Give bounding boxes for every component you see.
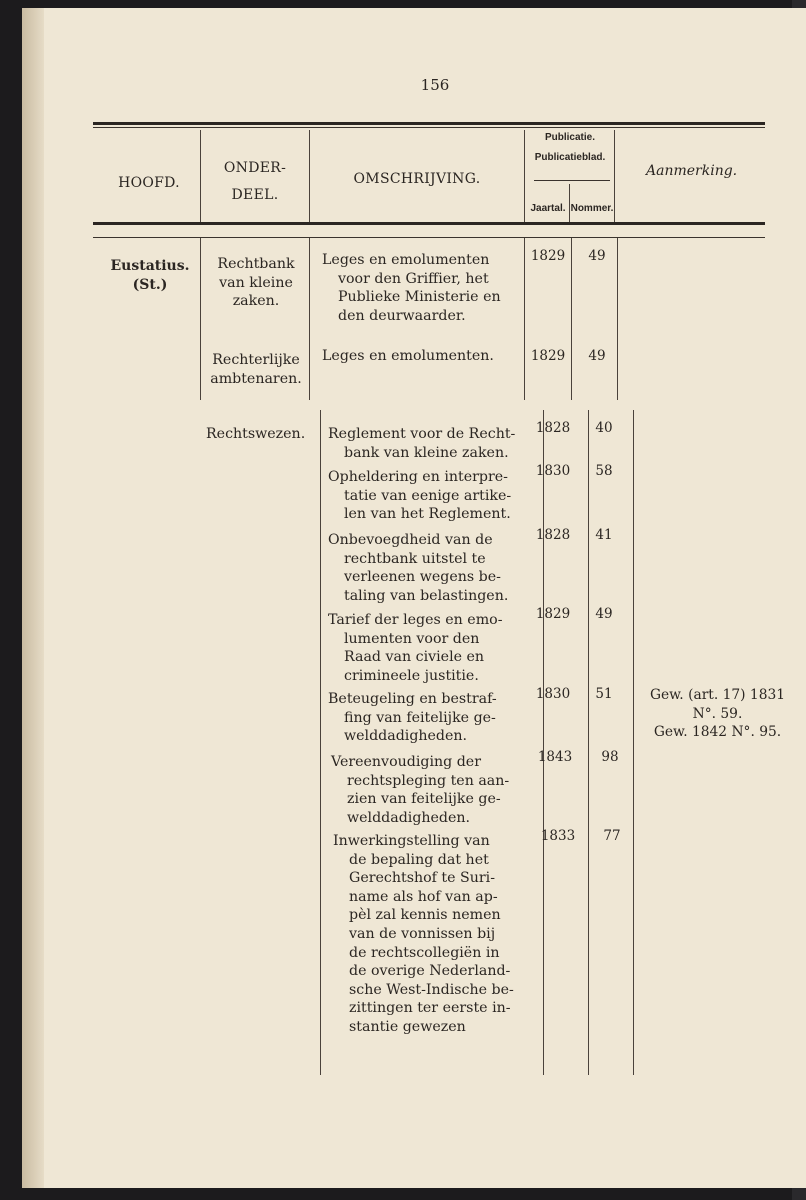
col-divider [200, 238, 201, 400]
col-divider [524, 130, 525, 222]
onderdeel-rechtbank [203, 255, 309, 311]
col-divider [571, 238, 572, 400]
page-edge [22, 8, 44, 1188]
header-onderdeel-2: DEEL. [231, 187, 279, 203]
entry-line: sche West-Indische be- [349, 981, 514, 998]
entry-nommer: 40 [595, 420, 613, 436]
entry-description [328, 468, 524, 524]
entry-line: lumenten voor den [344, 630, 480, 647]
entry-line: de overige Nederland- [349, 963, 511, 980]
entry-jaartal: 1843 [537, 749, 573, 765]
col-divider [309, 130, 310, 222]
entry-nommer: 58 [595, 463, 613, 479]
entry-line: Beteugeling en bestraf- [328, 691, 497, 707]
entry-nommer: 49 [588, 348, 606, 364]
entry-jaartal: 1833 [540, 828, 576, 844]
entry-description [322, 347, 518, 366]
header-jaartal: Jaartal. [530, 203, 566, 214]
entry-line: Vereenvoudiging der [331, 754, 481, 770]
entry-description [328, 611, 524, 685]
entry-nommer: 51 [595, 686, 613, 702]
entry-jaartal: 1829 [535, 606, 571, 622]
entry-line: verleenen wegens be- [344, 569, 501, 586]
body-top-rule [93, 237, 765, 238]
header-bottom-rule [93, 222, 765, 225]
col-divider [614, 130, 615, 222]
entry-line: taling van belastingen. [344, 587, 509, 604]
entry-description [322, 251, 518, 325]
entry-line: tatie van eenige artike- [344, 487, 512, 504]
hoofd-cell [100, 257, 200, 295]
onderdeel-rechtswezen [206, 425, 322, 444]
entry-description [328, 425, 524, 462]
header-publicatieblad: Publicatieblad. [534, 152, 606, 163]
entry-line: Inwerkingstelling van [333, 833, 490, 849]
header-omschrijving: OMSCHRIJVING. [353, 171, 481, 187]
entry-line: Gerechtshof te Suri- [349, 870, 495, 887]
aanmerking-line: N°. 59. [692, 705, 743, 722]
header-top-rule-thin [93, 127, 765, 128]
entry-jaartal: 1829 [530, 248, 566, 264]
aanmerking-line: Gew. 1842 N°. 95. [653, 724, 782, 741]
entry-jaartal: 1828 [535, 527, 571, 543]
header-top-rule [93, 122, 765, 125]
onderdeel-line: van kleine [219, 274, 293, 291]
entry-line: welddadigheden. [347, 809, 471, 826]
header-aanmerking: Aanmerking. [646, 163, 738, 179]
entry-line: Publieke Ministerie en [338, 289, 501, 306]
entry-line: stantie gewezen [349, 1018, 466, 1035]
entry-line: van de vonnissen bij [349, 925, 496, 942]
entry-line: name als hof van ap- [349, 888, 498, 905]
aanmerking-line: Gew. (art. 17) 1831 [649, 687, 786, 703]
header-nommer: Nommer. [570, 203, 614, 214]
entry-jaartal: 1830 [535, 463, 571, 479]
entry-line: zittingen ter eerste in- [349, 1000, 511, 1017]
entry-jaartal: 1829 [530, 348, 566, 364]
entry-line: bank van kleine zaken. [344, 444, 509, 461]
entry-line: rechtspleging ten aan- [347, 772, 510, 789]
entry-line: welddadigheden. [344, 728, 468, 745]
entry-line: Leges en emolumenten [322, 252, 490, 268]
entry-line: crimineele justitie. [344, 667, 479, 684]
entry-line: Leges en emolumenten. [322, 348, 494, 364]
entry-line: Onbevoegdheid van de [328, 532, 493, 548]
onderdeel-line: Rechtswezen. [206, 426, 306, 442]
publicatie-rule [534, 180, 610, 181]
hoofd-line: Eustatius. [110, 258, 190, 274]
col-divider [320, 410, 321, 1075]
onderdeel-line: Rechterlijke [212, 352, 300, 368]
entry-aanmerking [640, 686, 795, 742]
entry-line: den deurwaarder. [338, 307, 466, 324]
entry-line: Raad van civiele en [344, 649, 485, 666]
entry-nommer: 41 [595, 527, 613, 543]
entry-nommer: 49 [595, 606, 613, 622]
onderdeel-line: zaken. [232, 293, 280, 310]
entry-nommer: 77 [603, 828, 621, 844]
header-hoofd: HOOFD. [118, 175, 180, 191]
header-publicatie: Publicatie. [544, 132, 595, 143]
entry-line: rechtbank uitstel te [344, 550, 486, 567]
hoofd-line: (St.) [132, 277, 168, 293]
page-number: 156 [420, 76, 450, 94]
onderdeel-line: ambtenaren. [210, 370, 302, 387]
entry-line: len van het Reglement. [344, 506, 511, 523]
col-divider [543, 410, 544, 1075]
entry-line: de bepaling dat het [349, 851, 489, 868]
col-divider [633, 410, 634, 1075]
col-divider [309, 238, 310, 400]
entry-line: Reglement voor de Recht- [328, 426, 516, 442]
col-divider [588, 410, 589, 1075]
col-divider [524, 238, 525, 400]
entry-jaartal: 1828 [535, 420, 571, 436]
entry-description [331, 753, 527, 827]
entry-nommer: 49 [588, 248, 606, 264]
entry-nommer: 98 [601, 749, 619, 765]
entry-line: de rechtscollegiën in [349, 944, 500, 961]
entry-line: Tarief der leges en emo- [328, 612, 503, 628]
entry-description [328, 531, 524, 605]
entry-line: fing van feitelijke ge- [344, 709, 496, 726]
entry-line: Opheldering en interpre- [328, 469, 508, 485]
col-divider [200, 130, 201, 222]
onderdeel-rechterlijke [203, 351, 309, 388]
entry-line: voor den Griffier, het [338, 270, 489, 287]
entry-description [333, 832, 529, 1037]
onderdeel-line: Rechtbank [217, 256, 295, 272]
entry-jaartal: 1830 [535, 686, 571, 702]
entry-description [328, 690, 524, 746]
header-onderdeel-1: ONDER- [223, 160, 287, 176]
entry-line: pèl zal kennis nemen [349, 907, 501, 924]
entry-line: zien van feitelijke ge- [347, 791, 501, 808]
